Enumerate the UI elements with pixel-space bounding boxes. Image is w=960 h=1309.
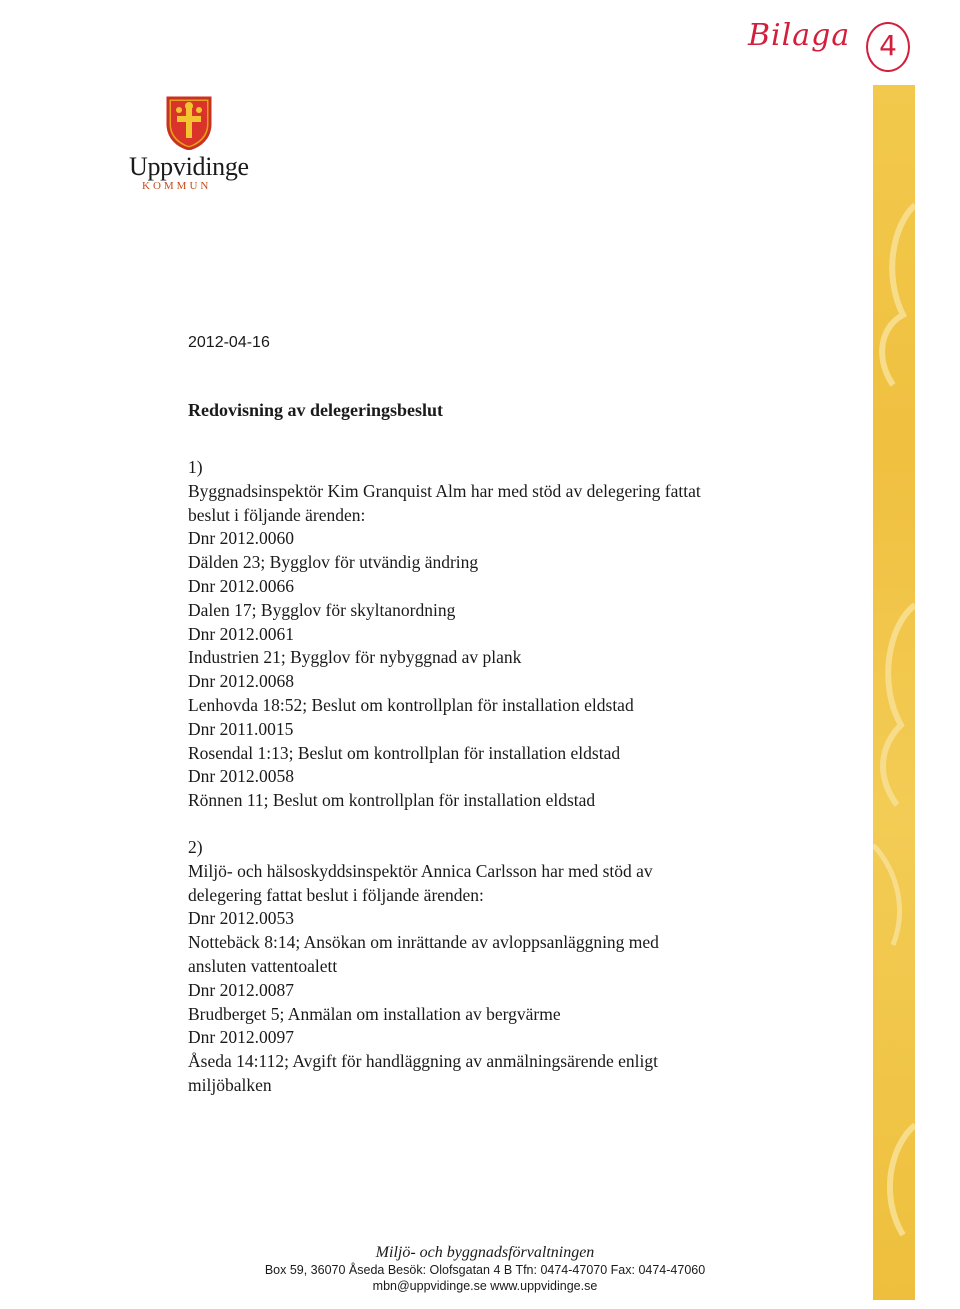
section-line: Dnr 2012.0087 bbox=[188, 979, 294, 1000]
section-line: Dnr 2012.0053 bbox=[188, 908, 294, 929]
section-line: Industrien 21; Bygglov för nybyggnad av plank bbox=[188, 647, 522, 668]
section-line: Åseda 14:112; Avgift för handläggning av anmälningsärende enligt bbox=[188, 1051, 658, 1072]
section-line: ansluten vattentoalett bbox=[188, 955, 338, 976]
decorative-side-band bbox=[873, 85, 915, 1300]
section-line: Dnr 2012.0066 bbox=[188, 575, 294, 596]
section-line: Dnr 2011.0015 bbox=[188, 718, 294, 739]
section-line: Dnr 2012.0058 bbox=[188, 766, 294, 787]
logo-name: Uppvidinge bbox=[129, 152, 249, 181]
section-line: Dnr 2012.0060 bbox=[188, 528, 294, 549]
section-line: beslut i följande ärenden: bbox=[188, 504, 366, 525]
handwritten-bilaga-note: Bilaga bbox=[748, 18, 851, 53]
coat-of-arms-icon bbox=[166, 96, 212, 150]
section-line: miljöbalken bbox=[188, 1074, 272, 1095]
section-line: Brudberget 5; Anmälan om installation av bergvärme bbox=[188, 1003, 561, 1024]
section-line: Lenhovda 18:52; Beslut om kontrollplan för installation eldstad bbox=[188, 694, 634, 715]
section-line: Rönnen 11; Beslut om kontrollplan för installation eldstad bbox=[188, 790, 596, 811]
section-line: 1) bbox=[188, 457, 203, 477]
section-line: 2) bbox=[188, 837, 203, 857]
section-line: Miljö- och hälsoskyddsinspektör Annica Carlsson har med stöd av bbox=[188, 860, 653, 881]
section-line: Rosendal 1:13; Beslut om kontrollplan för installation eldstad bbox=[188, 742, 621, 763]
footer-department: Miljö- och byggnadsförvaltningen bbox=[375, 1244, 595, 1261]
section-line: Byggnadsinspektör Kim Granquist Alm har med stöd av delegering fattat bbox=[188, 480, 701, 501]
section-line: Nottebäck 8:14; Ansökan om inrättande av avloppsanläggning med bbox=[188, 932, 659, 953]
handwritten-attachment-number: 4 bbox=[866, 22, 910, 72]
document-title: Redovisning av delegeringsbeslut bbox=[188, 400, 444, 420]
document-date: 2012-04-16 bbox=[188, 334, 270, 351]
logo-subtitle: KOMMUN bbox=[142, 180, 212, 192]
section-line: Dälden 23; Bygglov för utvändig ändring bbox=[188, 552, 479, 573]
section-2 bbox=[188, 836, 659, 1098]
municipality-logo bbox=[128, 96, 254, 192]
section-line: Dnr 2012.0097 bbox=[188, 1027, 294, 1048]
footer-address: Box 59, 36070 Åseda Besök: Olofsgatan 4 B Tfn: 0474-47070 Fax: 0474-47060 bbox=[264, 1263, 706, 1277]
section-line: Dalen 17; Bygglov för skyltanordning bbox=[188, 599, 456, 620]
section-line: delegering fattat beslut i följande ärenden: bbox=[188, 884, 484, 905]
section-line: Dnr 2012.0061 bbox=[188, 623, 294, 644]
footer-contact: mbn@uppvidinge.se www.uppvidinge.se bbox=[372, 1279, 598, 1293]
section-line: Dnr 2012.0068 bbox=[188, 671, 294, 692]
page-footer bbox=[0, 1244, 960, 1294]
section-1 bbox=[188, 456, 701, 813]
